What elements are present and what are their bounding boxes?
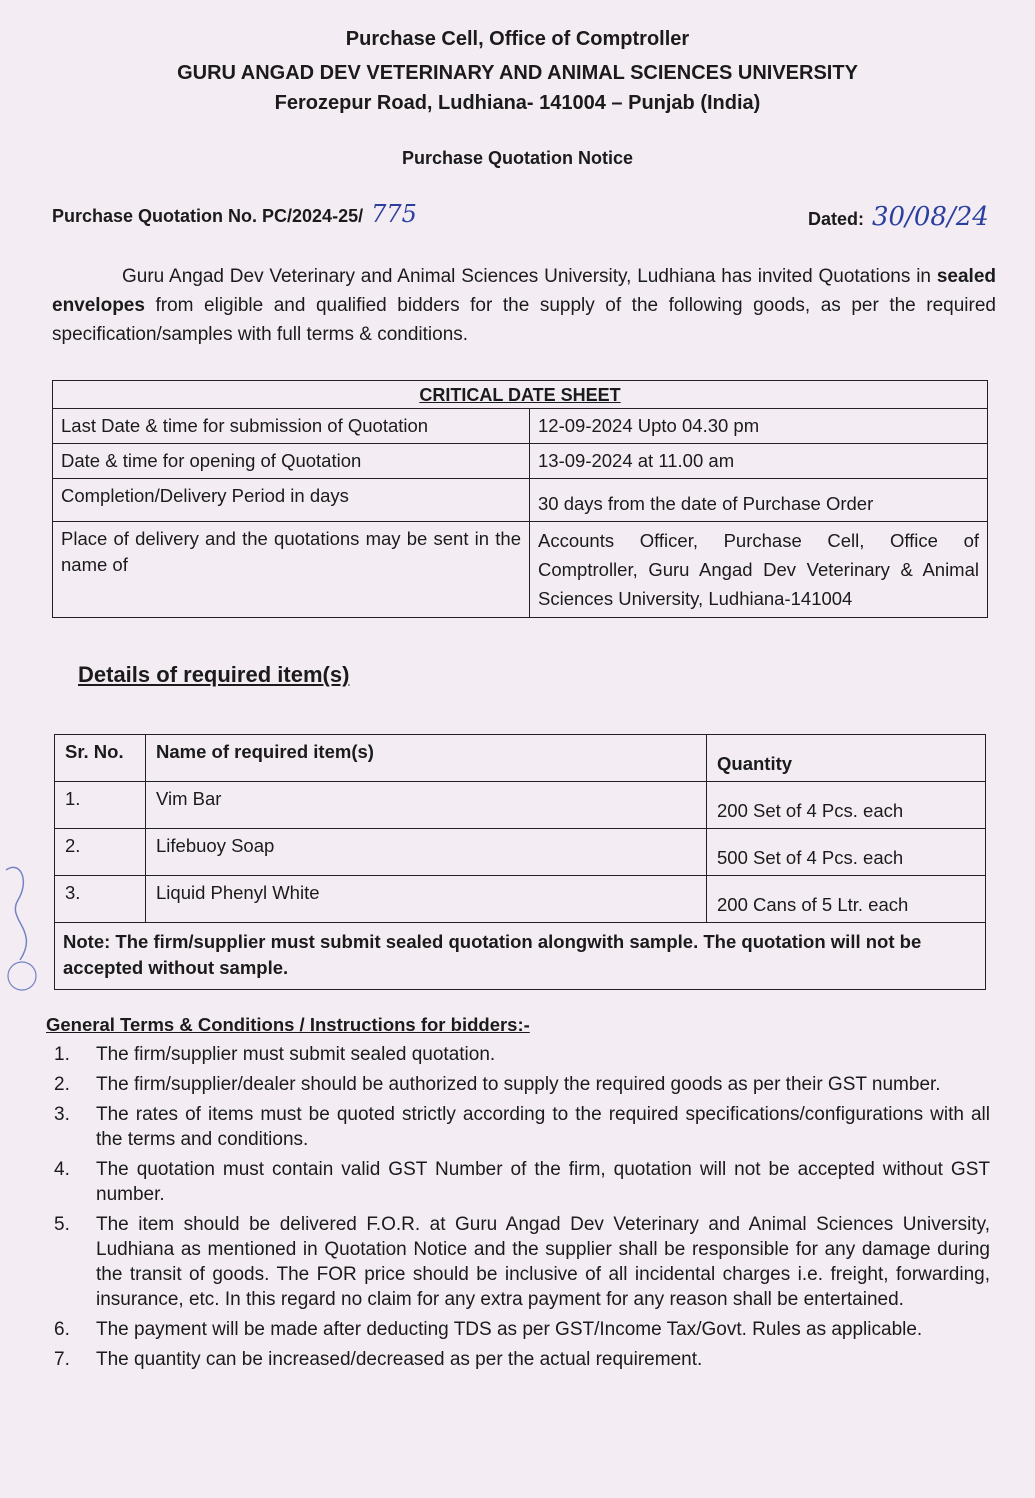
term-text: The quotation must contain valid GST Number of the firm, quotation will not be accepted without GST number.: [96, 1159, 990, 1205]
item-qty: 500 Set of 4 Pcs. each: [707, 829, 986, 876]
table-row: [55, 782, 986, 829]
cds-label: Completion/Delivery Period in days: [53, 479, 530, 522]
intro-paragraph: [52, 262, 996, 349]
intro-text-2: from eligible and qualified bidders for the supply of the following goods, as per the required specification/samples with full terms & conditions.: [52, 295, 996, 345]
term-text: The firm/supplier must submit sealed quotation.: [96, 1044, 496, 1065]
item-name: Vim Bar: [146, 782, 707, 829]
list-item: [0, 1102, 990, 1152]
item-sr: 3.: [55, 876, 146, 923]
quotation-number: [52, 200, 417, 228]
item-qty: 200 Cans of 5 Ltr. each: [707, 876, 986, 923]
term-text: The quantity can be increased/decreased as per the actual requirement.: [96, 1349, 703, 1370]
item-sr: 2.: [55, 829, 146, 876]
item-qty: 200 Set of 4 Pcs. each: [707, 782, 986, 829]
term-number: 4.: [54, 1159, 70, 1180]
cds-value: 30 days from the date of Purchase Order: [530, 479, 988, 522]
term-text: The firm/supplier/dealer should be authorized to supply the required goods as per their GST number.: [96, 1074, 941, 1095]
header-item-name: Name of required item(s): [146, 735, 707, 782]
table-row: [53, 522, 988, 618]
notice-title: Purchase Quotation Notice: [401, 148, 634, 168]
term-number: 5.: [54, 1214, 70, 1235]
quotation-number-label: Purchase Quotation No. PC/2024-25/: [52, 206, 364, 226]
items-table: [54, 734, 986, 990]
cds-value: Accounts Officer, Purchase Cell, Office of Comptroller, Guru Angad Dev Veterinary & Animal Sciences University, Ludhiana-141004: [530, 522, 988, 618]
header-quantity: Quantity: [707, 735, 986, 782]
table-row: [53, 409, 988, 444]
term-number: 7.: [54, 1349, 70, 1370]
table-row: [55, 923, 986, 990]
cds-label: Last Date & time for submission of Quotation: [53, 409, 530, 444]
table-row: [55, 829, 986, 876]
table-row: [55, 876, 986, 923]
intro-text-1: Guru Angad Dev Veterinary and Animal Sciences University, Ludhiana has invited Quotations in: [122, 266, 937, 287]
dated-handwritten: 30/08/24: [872, 202, 989, 232]
list-item: [0, 1157, 990, 1207]
list-item: [0, 1042, 990, 1067]
terms-list: [0, 1042, 990, 1377]
quotation-number-handwritten: 775: [371, 200, 417, 228]
quotation-date: [808, 202, 989, 232]
table-header-row: [55, 735, 986, 782]
item-sr: 1.: [55, 782, 146, 829]
list-item: [0, 1072, 990, 1097]
term-text: The rates of items must be quoted strictly according to the required specifications/configurations with all the terms and conditions.: [96, 1104, 990, 1150]
dated-label: Dated:: [808, 209, 865, 229]
term-number: 6.: [54, 1319, 70, 1340]
cds-label: Date & time for opening of Quotation: [53, 444, 530, 479]
critical-date-sheet: [52, 380, 988, 618]
list-item: [0, 1347, 990, 1372]
office-name: Purchase Cell, Office of Comptroller: [345, 28, 690, 50]
item-name: Lifebuoy Soap: [146, 829, 707, 876]
cds-label: Place of delivery and the quotations may be sent in the name of: [53, 522, 530, 618]
signature-mark: [0, 850, 60, 1000]
table-row: [53, 444, 988, 479]
term-number: 1.: [54, 1044, 70, 1065]
university-name: GURU ANGAD DEV VETERINARY AND ANIMAL SCIENCES UNIVERSITY: [177, 62, 858, 84]
cds-value: 13-09-2024 at 11.00 am: [530, 444, 988, 479]
intro-bold: sealed envelopes: [52, 266, 996, 316]
list-item: [0, 1317, 990, 1342]
cds-value: 12-09-2024 Upto 04.30 pm: [530, 409, 988, 444]
sample-note: Note: The firm/supplier must submit sealed quotation alongwith sample. The quotation will not be accepted without sample.: [55, 923, 986, 990]
term-text: The payment will be made after deducting TDS as per GST/Income Tax/Govt. Rules as applicable.: [96, 1319, 923, 1340]
header-sr-no: Sr. No.: [55, 735, 146, 782]
university-address: Ferozepur Road, Ludhiana- 141004 – Punjab (India): [274, 92, 761, 114]
term-number: 2.: [54, 1074, 70, 1095]
details-title: Details of required item(s): [78, 662, 350, 687]
item-name: Liquid Phenyl White: [146, 876, 707, 923]
term-number: 3.: [54, 1104, 70, 1125]
terms-title: General Terms & Conditions / Instructions for bidders:-: [46, 1014, 530, 1035]
table-row: [53, 479, 988, 522]
list-item: [0, 1212, 990, 1312]
critical-date-sheet-title: CRITICAL DATE SHEET: [53, 381, 988, 409]
term-text: The item should be delivered F.O.R. at Guru Angad Dev Veterinary and Animal Sciences University, Ludhiana as mentioned in Quotation Notice and the supplier shall be responsible for any damage during the transit of goods. The FOR price should be inclusive of all incidental charges i.e. freight, forwarding, insurance, etc. In this regard no claim for any extra payment for any reason shall be entertained.: [96, 1214, 990, 1310]
